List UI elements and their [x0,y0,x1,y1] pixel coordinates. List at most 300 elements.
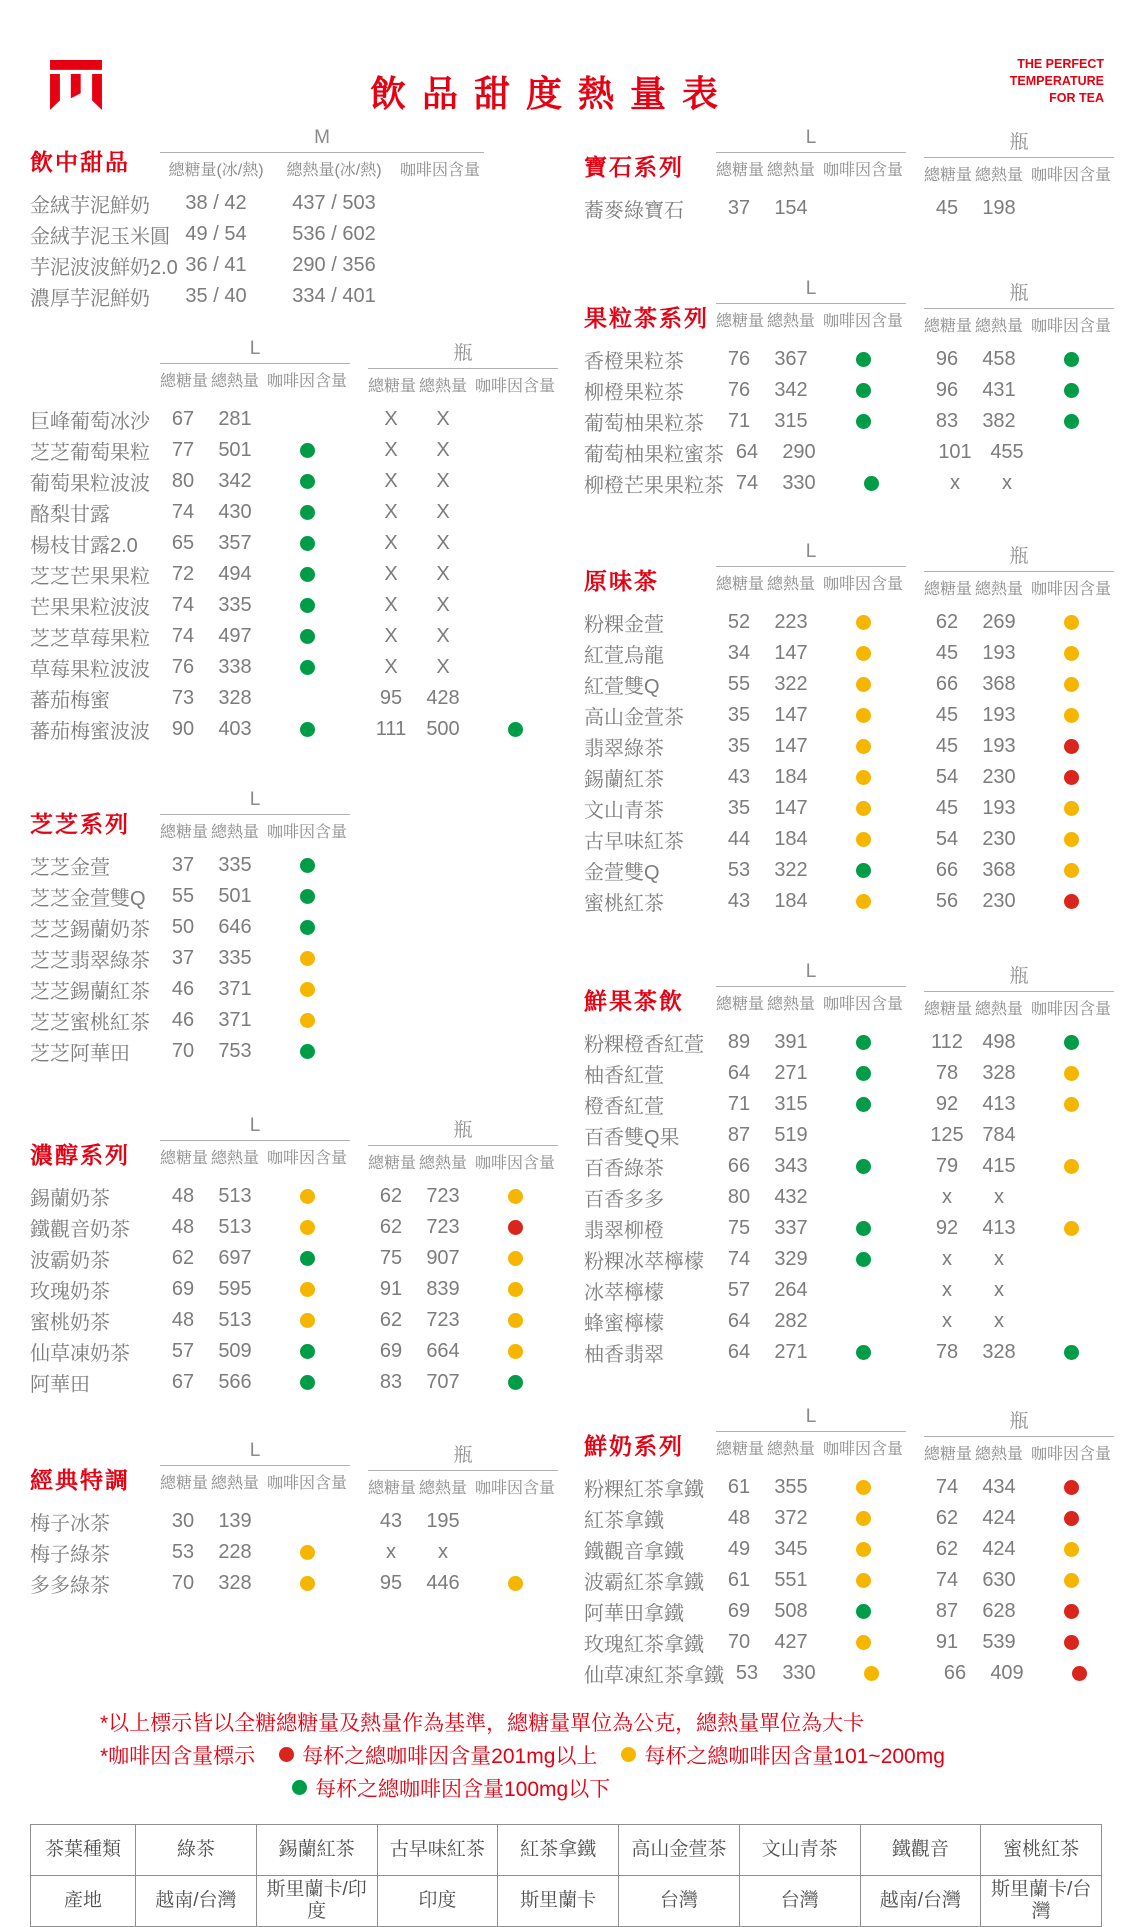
column-header: 咖啡因含量 [1030,318,1111,335]
calorie-value: 513 [218,1185,252,1207]
menu-row [584,375,1132,406]
calorie-value: 290 / 356 [292,254,376,276]
caffeine-cell [820,1573,906,1588]
sugar-value: 74 [935,1476,959,1498]
header-rule [716,566,906,567]
sugar-value: 52 [727,611,751,633]
menu-row [30,404,578,435]
calorie-value: 501 [218,885,252,907]
sugar-value: 69 [171,1278,195,1300]
size-group-cells [924,1600,1114,1623]
size-group-header [160,789,350,842]
caffeine-cell [820,352,906,367]
caffeine-green-dot-icon [300,1344,315,1359]
sugar-value: 35 [727,735,751,757]
calorie-value: 367 [774,348,808,370]
size-group-cells [160,947,350,970]
size-group-cells [924,828,1114,851]
size-group-cells [160,656,350,679]
tea-type-cell: 蜜桃紅茶 [981,1825,1102,1876]
sugar-value: 69 [727,1600,751,1622]
calorie-value: 707 [426,1371,460,1393]
tagline-line-2: TEMPERATURE [1009,73,1104,88]
column-header: 總熱量 [974,1001,1023,1018]
caffeine-yellow-dot-icon [856,708,871,723]
size-group-cells [368,532,558,555]
caffeine-cell [1028,615,1114,630]
menu-row [584,1027,1132,1058]
sugar-value: X [384,408,398,430]
caffeine-cell [820,1480,906,1495]
caffeine-red-dot-icon [1064,1635,1079,1650]
column-header: 總熱量 [210,1150,259,1167]
size-group-cells [716,1124,906,1147]
caffeine-yellow-dot-icon [856,770,871,785]
caffeine-cell [820,739,906,754]
column-header: 咖啡因含量 [822,1441,903,1458]
header-rule [924,157,1114,158]
size-group-cells [368,563,558,586]
size-group-cells [368,625,558,648]
item-label: 古早味紅茶 [584,831,684,853]
caffeine-cell [472,1576,558,1591]
menu-row [30,974,578,1005]
item-label: 葡萄柚果粒茶 [584,413,704,435]
sugar-value: 45 [935,642,959,664]
size-group-cells [716,1569,906,1592]
size-group-cells [160,439,350,462]
calorie-value: 147 [774,704,808,726]
calorie-value: x [994,1279,1004,1301]
sugar-value: 38 / 42 [185,192,247,214]
menu-row [30,1036,578,1067]
caffeine-green-dot-icon [856,1066,871,1081]
column-header: 總糖量(冰/熱) [168,162,264,179]
column-header: 總糖量 [924,1001,973,1018]
sugar-value: X [384,532,398,554]
calorie-value: 784 [982,1124,1016,1146]
calorie-value: 664 [426,1340,460,1362]
menu-row [584,1596,1132,1627]
caffeine-cell [472,1344,558,1359]
calorie-value: 595 [218,1278,252,1300]
sugar-value: 70 [727,1631,751,1653]
caffeine-green-dot-icon [856,1252,871,1267]
column-header: 咖啡因含量 [1030,581,1111,598]
column-header: 總熱量 [766,313,815,330]
sugar-value: X [384,470,398,492]
menu-row [584,1151,1132,1182]
calorie-value: 193 [982,735,1016,757]
menu-row [30,683,578,714]
menu-row [584,1244,1132,1275]
item-label: 芝芝金萱雙Q [30,888,146,910]
tea-type-cell: 錫蘭紅茶 [256,1825,377,1876]
column-header: 總熱量 [766,1441,815,1458]
menu-row [30,590,578,621]
sugar-value: X [384,439,398,461]
sugar-value: 92 [935,1093,959,1115]
column-header: 咖啡因含量 [822,313,903,330]
caffeine-cell [472,1282,558,1297]
size-group-headers [716,541,1132,599]
size-group-header [716,961,906,1019]
size-group-cells [716,828,906,851]
column-header: 總熱量 [766,162,815,179]
column-header: 咖啡因含量 [1030,1446,1111,1463]
calorie-value: 430 [218,501,252,523]
menu-row [584,1089,1132,1120]
size-group-cells [160,1510,350,1533]
size-group-cells [924,1341,1114,1364]
caffeine-yellow-dot-icon [300,1313,315,1328]
size-group-cells [924,1538,1114,1561]
caffeine-green-dot-icon [300,1375,315,1390]
menu-row [30,1274,578,1305]
sugar-value: 70 [171,1040,195,1062]
section-title: 芝芝系列 [30,811,130,838]
sugar-value: 90 [171,718,195,740]
size-group-cells [924,1217,1114,1240]
caffeine-cell [1036,1666,1122,1681]
calorie-value: 271 [774,1341,808,1363]
size-group-header [368,1115,558,1173]
size-group-cells [924,1279,1114,1302]
origin-cell: 台灣 [619,1876,740,1927]
caffeine-green-dot-icon [300,1251,315,1266]
header-rule [160,814,350,815]
menu-row [584,607,1132,638]
caffeine-green-dot-icon [300,920,315,935]
column-header: 咖啡因含量 [822,576,903,593]
item-label: 香橙果粒茶 [584,351,684,373]
size-group-header [716,278,906,336]
calorie-value: 409 [990,1662,1024,1684]
size-group-cells [160,1009,350,1032]
size-group-cells [924,348,1114,371]
caffeine-cell [1028,383,1114,398]
calorie-value: 497 [218,625,252,647]
page-title: 飲品甜度熱量表 [369,73,734,115]
menu-row [30,1181,578,1212]
item-label: 蜂蜜檸檬 [584,1313,664,1335]
item-label: 草莓果粒波波 [30,659,150,681]
item-label: 高山金萱茶 [584,707,684,729]
menu-row [584,1658,1132,1689]
calorie-value: 458 [982,348,1016,370]
size-group-cells [716,735,906,758]
tagline-line-3: FOR TEA [1049,90,1104,105]
sugar-value: 75 [379,1247,403,1269]
caffeine-green-dot-icon [300,567,315,582]
column-header: 總糖量 [160,1150,209,1167]
column-headers [716,308,906,331]
caffeine-cell [1028,1635,1114,1650]
item-label: 芒果果粒波波 [30,597,150,619]
caffeine-green-dot-icon [856,1097,871,1112]
size-group-cells [368,594,558,617]
sugar-value: 70 [171,1572,195,1594]
sugar-value: 66 [935,859,959,881]
section-header [30,1115,578,1173]
sugar-value: 48 [727,1507,751,1529]
calorie-value: 513 [218,1216,252,1238]
calorie-value: 455 [990,441,1024,463]
column-header: 總糖量 [368,378,417,395]
calorie-value: X [436,439,450,461]
size-group-cells [724,1662,914,1685]
size-label: L [805,541,817,562]
caffeine-yellow-dot-icon [864,1666,879,1681]
menu-row [30,250,578,281]
header-rule [716,1431,906,1432]
section-title: 寶石系列 [584,154,684,181]
size-group-cells [716,1310,906,1333]
tea-type-cell: 古早味紅茶 [377,1825,498,1876]
calorie-value: x [438,1541,448,1563]
sugar-value: 36 / 41 [185,254,247,276]
footnote-caffeine-legend-green [268,1771,1132,1804]
menu-row [584,1306,1132,1337]
caffeine-yellow-dot-icon [508,1344,523,1359]
calorie-value: 628 [982,1600,1016,1622]
caffeine-cell [820,1511,906,1526]
size-group-cells [924,766,1114,789]
caffeine-green-dot-icon [300,629,315,644]
item-label: 芝芝蜜桃紅茶 [30,1012,150,1034]
sugar-value: 71 [727,410,751,432]
calorie-value: 424 [982,1538,1016,1560]
section-title: 經典特調 [30,1467,130,1494]
calorie-value: 566 [218,1371,252,1393]
sugar-value: 56 [935,890,959,912]
menu-row [30,1537,578,1568]
caffeine-yellow-dot-icon [856,1511,871,1526]
column-headers [716,991,906,1014]
caffeine-green-dot-icon [856,1345,871,1360]
caffeine-yellow-dot-icon [1064,1221,1079,1236]
menu-row [30,435,578,466]
caffeine-red-dot-icon [1072,1666,1087,1681]
size-group-header [924,541,1114,599]
size-group-cells [924,1155,1114,1178]
calorie-value: 330 [782,472,816,494]
size-group-cells [924,1631,1114,1654]
caffeine-green-dot-icon [300,889,315,904]
legend-green-dot-icon [292,1780,307,1795]
calorie-value: 446 [426,1572,460,1594]
calorie-value: 494 [218,563,252,585]
sugar-value: 44 [727,828,751,850]
size-group-headers [160,338,576,396]
item-label: 多多綠茶 [30,1575,110,1597]
item-label: 芝芝錫蘭紅茶 [30,981,150,1003]
origin-table-row [31,1825,1102,1876]
sugar-value: 37 [171,947,195,969]
item-label: 粉粿冰萃檸檬 [584,1251,704,1273]
item-label: 玫瑰紅茶拿鐵 [584,1634,704,1656]
section-fruit-smoothies [30,338,578,745]
caffeine-cell [1028,1480,1114,1495]
size-group-cells [368,1572,558,1595]
size-label: L [249,789,261,810]
calorie-value: 193 [982,704,1016,726]
caffeine-cell [264,858,350,873]
menu-row [584,193,1132,224]
calorie-value: 432 [774,1186,808,1208]
item-label: 芝芝芒果果粒 [30,566,150,588]
size-group-header [924,127,1114,185]
caffeine-green-dot-icon [856,1159,871,1174]
size-group-cells [924,890,1114,913]
caffeine-cell [472,1220,558,1235]
section-header [30,338,578,396]
size-group-cells [716,379,906,402]
menu-row [584,1213,1132,1244]
size-group-cells [716,197,906,220]
menu-row [584,437,1132,468]
sugar-value: 45 [935,704,959,726]
menu-row [584,638,1132,669]
calorie-value: X [436,470,450,492]
size-group-headers [716,1406,1132,1464]
caffeine-cell [828,476,914,491]
column-header: 總熱量 [210,1475,259,1492]
item-label: 芝芝葡萄果粒 [30,442,150,464]
section-title: 濃醇系列 [30,1142,130,1169]
item-label: 錫蘭奶茶 [30,1188,110,1210]
calorie-value: x [994,1310,1004,1332]
caffeine-yellow-dot-icon [856,1573,871,1588]
caffeine-yellow-dot-icon [856,894,871,909]
caffeine-green-dot-icon [508,722,523,737]
size-group-header [924,1406,1114,1464]
calorie-value: 193 [982,797,1016,819]
caffeine-cell [820,383,906,398]
calorie-value: 328 [218,1572,252,1594]
size-group-cells [160,1371,350,1394]
origin-cell: 印度 [377,1876,498,1927]
section-title: 果粒茶系列 [584,305,709,332]
calorie-value: 498 [982,1031,1016,1053]
section-header [584,278,1132,336]
sugar-value: 76 [727,348,751,370]
item-label: 阿華田 [30,1374,90,1396]
caffeine-cell [472,1251,558,1266]
calorie-value: 264 [774,1279,808,1301]
caffeine-cell [264,1013,350,1028]
caffeine-cell [1028,832,1114,847]
sugar-value: X [384,594,398,616]
size-group-cells [160,916,350,939]
caffeine-yellow-dot-icon [1064,1097,1079,1112]
menu-row [584,344,1132,375]
section-header [584,127,1132,185]
menu-row [584,1565,1132,1596]
item-label: 芋泥波波鮮奶2.0 [30,257,178,279]
size-label: 瓶 [1009,132,1029,153]
menu-row [30,1243,578,1274]
origin-cell: 斯里蘭卡/台灣 [981,1876,1102,1927]
size-group-header [160,127,484,180]
size-group-cells [716,1538,906,1561]
column-header: 咖啡因含量 [474,1480,555,1497]
sugar-value: 48 [171,1216,195,1238]
sugar-value: 71 [727,1093,751,1115]
item-label: 蜜桃紅茶 [584,893,664,915]
calorie-value: X [436,563,450,585]
origin-cell: 台灣 [739,1876,860,1927]
size-group-cells [368,408,558,431]
sugar-value: 50 [171,916,195,938]
calorie-value: 330 [782,1662,816,1684]
calorie-value: 281 [218,408,252,430]
size-group-cells [368,1340,558,1363]
caffeine-cell [472,1189,558,1204]
item-label: 葡萄果粒波波 [30,473,150,495]
size-group-headers [160,789,368,842]
caffeine-green-dot-icon [1064,1345,1079,1360]
size-label: L [249,338,261,359]
header-rule [160,1465,350,1466]
caffeine-green-dot-icon [300,660,315,675]
caffeine-cell [1028,739,1114,754]
size-group-cells [932,472,1122,495]
caffeine-cell [264,982,350,997]
calorie-value: 193 [982,642,1016,664]
column-header: 總熱量 [418,1155,467,1172]
caffeine-cell [820,1252,906,1267]
column-header: 總糖量 [716,162,765,179]
sugar-value: 69 [379,1340,403,1362]
caffeine-red-dot-icon [1064,894,1079,909]
caffeine-yellow-dot-icon [856,1480,871,1495]
sugar-value: 112 [931,1031,963,1053]
left-column [30,127,578,1689]
item-label: 柳橙果粒茶 [584,382,684,404]
menu-row [30,528,578,559]
calorie-value: 382 [982,410,1016,432]
calorie-value: 269 [982,611,1016,633]
calorie-value: X [436,625,450,647]
size-group-cells [160,978,350,1001]
sugar-value: 54 [935,766,959,788]
header-rule [924,1436,1114,1437]
calorie-value: 328 [218,687,252,709]
sugar-value: 91 [379,1278,403,1300]
item-label: 波霸奶茶 [30,1250,110,1272]
size-label: L [805,961,817,982]
column-headers [924,162,1114,185]
calorie-value: 290 [782,441,816,463]
menu-row [30,943,578,974]
calorie-value: 391 [774,1031,808,1053]
size-group-cells [924,1031,1114,1054]
column-header: 總糖量 [716,996,765,1013]
caffeine-cell [820,832,906,847]
sugar-value: 62 [379,1185,403,1207]
size-group-header [716,541,906,599]
sugar-value: 78 [935,1341,959,1363]
menu-row [30,466,578,497]
sugar-value: 43 [379,1510,403,1532]
menu-row [30,1367,578,1398]
item-label: 楊枝甘露2.0 [30,535,138,557]
caffeine-cell [828,1666,914,1681]
size-group-header [368,338,558,396]
tea-type-cell: 鐵觀音 [860,1825,981,1876]
caffeine-cell [264,1313,350,1328]
